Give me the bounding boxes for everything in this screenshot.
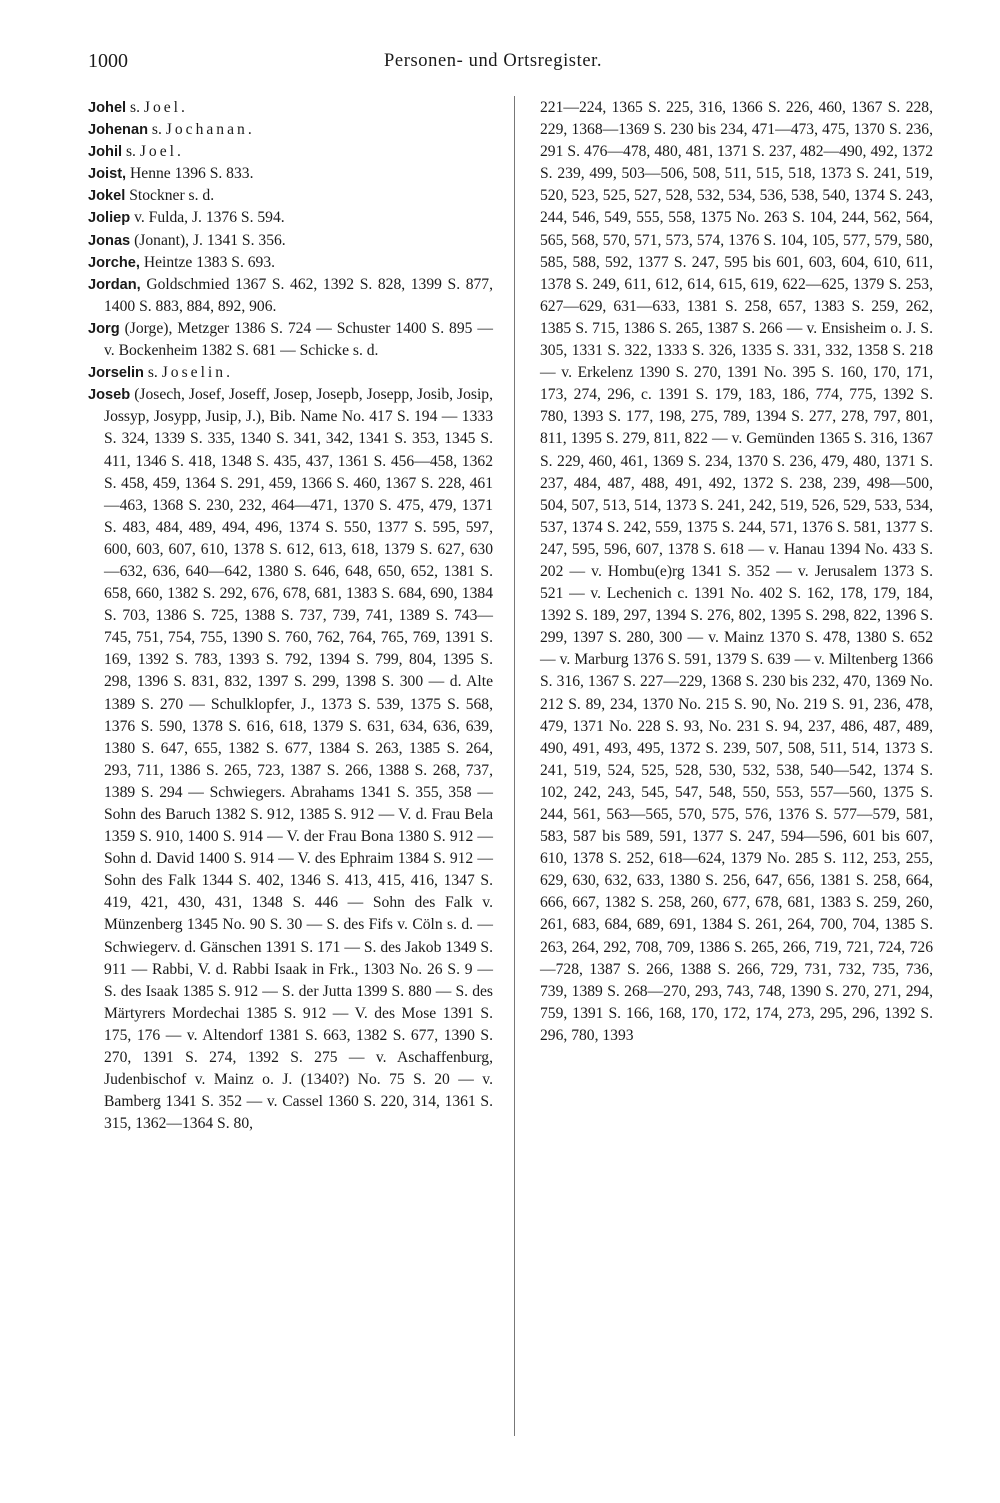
index-entry [88,97,493,119]
index-entry [88,318,493,362]
entry-headword: Jorche, [88,254,140,271]
entry-headword: Jordan, [88,276,141,293]
left-column [88,97,493,1135]
entry-text: s. [126,99,144,116]
entry-headword: Jonas [88,232,131,249]
entry-text: Henne 1396 S. 833. [126,165,254,183]
entry-headword: Johil [88,144,123,161]
entry-text: s. [148,121,166,139]
column-divider [514,96,515,1436]
entry-text: (Josech, Josef, Joseff, Josep, Josepb, Josepp, Josib, Josip, Jossyp, Josypp, Jusip, J.), Bib. Name No. 417 S. 194 — 1333 S. 324, 1339 S. 335, 1340 S. 341, 342, 1341 S. 353, 1345 S. 411, 1346 S. 418, 1348 S. 435, 437, 1361 S. 456—458, 1362 S. 458, 459, 1364 S. 291, 459, 1366 S. 460, 1367 S. 228, 461—463, 1368 S. 230, 232, 464—471, 1370 S. 475, 479, 1371 S. 483, 484, 489, 494, 496, 1374 S. 550, 1377 S. 595, 597, 600, 603, 607, 610, 1378 S. 612, 613, 618, 1379 S. 627, 630—632, 636, 640—642, 1380 S. 646, 648, 650, 652, 1381 S. 658, 660, 1382 S. 292, 676, 678, 681, 1383 S. 684, 690, 1384 S. 703, 1386 S. 725, 1388 S. 737, 739, 741, 1389 S. 743—745, 751, 754, 755, 1390 S. 760, 762, 764, 765, 769, 1391 S. 169, 1392 S. 783, 1393 S. 792, 1394 S. 799, 804, 1395 S. 298, 1396 S. 831, 832, 1397 S. 299, 1398 S. 300 — d. Alte 1389 S. 270 — Schulklopfer, J., 1373 S. 539, 1375 S. 568, 1376 S. 590, 1378 S. 616, 618, 1379 S. 631, 634, 636, 639, 1380 S. 647, 655, 1382 S. 677, 1384 S. 263, 1385 S. 264, 293, 711, 1386 S. 265, 723, 1387 S. 266, 1388 S. 268, 737, 1389 S. 294 — Schwiegers. Abrahams 1341 S. 355, 358 — Sohn des Baruch 1382 S. 912, 1385 S. 912 — V. d. Frau Bela 1359 S. 910, 1400 S. 914 — V. der Frau Bona 1380 S. 912 — Sohn d. David 1400 S. 914 — V. des Ephraim 1384 S. 912 — Sohn des Falk 1344 S. 402, 1346 S. 413, 415, 416, 1347 S. 419, 421, 430, 431, 1348 S. 446 — Sohn des Falk v. Münzenberg 1345 No. 90 S. 30 — S. des Fifs v. Cöln s. d. — Schwiegerv. d. Gänschen 1391 S. 171 — S. des Jakob 1349 S. 911 — Rabbi, V. d. Rabbi Isaak in Frk., 1303 No. 26 S. 9 — S. des Isaak 1385 S. 912 — S. der Jutta 1399 S. 880 — S. des Märtyrers Mordechai 1385 S. 912 — V. des Mose 1391 S. 175, 176 — v. Altendorf 1381 S. 663, 1382 S. 677, 1390 S. 270, 1391 S. 274, 1392 S. 275 — v. Aschaffenburg, Judenbischof v. Mainz o. J. (1340?) No. 75 S. 20 — v. Bamberg 1341 S. 352 — v. Cassel 1360 S. 220, 314, 1361 S. 315, 1362—1364 S. 80, [104,386,493,1133]
entry-headword: Joseb [88,387,131,404]
entry-text: s. [143,364,162,382]
continued-entry-text: 221—224, 1365 S. 225, 316, 1366 S. 226, 460, 1367 S. 228, 229, 1368—1369 S. 230 bis 234, 471—473, 475, 1370 S. 236, 291 S. 476—478, 480, 481, 1371 S. 237, 482—490, 492, 1372 S. 239, 499, 503—506, 508, 511, 515, 518, 1373 S. 241, 519, 520, 523, 525, 527, 528, 532, 534, 536, 538, 540, 1374 S. 243, 244, 546, 549, 555, 558, 1375 No. 263 S. 104, 244, 562, 564, 565, 568, 570, 571, 573, 574, 1376 S. 104, 105, 577, 579, 580, 585, 588, 592, 1377 S. 247, 595 bis 601, 603, 604, 610, 611, 1378 S. 249, 611, 612, 614, 615, 619, 622—625, 1379 S. 253, 627—629, 631—633, 1381 S. 258, 657, 1383 S. 259, 262, 1385 S. 715, 1386 S. 265, 1387 S. 266 — v. Ensisheim o. J. S. 305, 1331 S. 322, 1333 S. 326, 1335 S. 331, 332, 1358 S. 218 — v. Erkelenz 1390 S. 270, 1391 No. 395 S. 160, 170, 171, 173, 274, 296, c. 1391 S. 179, 183, 186, 774, 775, 1392 S. 780, 1393 S. 177, 198, 275, 789, 1394 S. 277, 278, 797, 801, 811, 1395 S. 279, 811, 822 — v. Gemünden 1365 S. 316, 1367 S. 229, 460, 461, 1369 S. 234, 1370 S. 236, 479, 480, 1371 S. 237, 484, 487, 488, 491, 492, 1372 S. 238, 239, 498—500, 504, 507, 513, 514, 1373 S. 241, 242, 519, 526, 529, 533, 534, 537, 1374 S. 242, 559, 1375 S. 244, 571, 1376 S. 581, 1377 S. 247, 595, 596, 607, 1378 S. 618 — v. Hanau 1394 No. 433 S. 202 — v. Hombu(e)rg 1341 S. 352 — v. Jerusalem 1373 S. 521 — v. Lechenich c. 1391 No. 402 S. 162, 178, 179, 184, 1392 S. 189, 297, 1394 S. 276, 802, 1395 S. 298, 822, 1396 S. 299, 1397 S. 280, 300 — v. Mainz 1370 S. 478, 1380 S. 652 — v. Marburg 1376 S. 591, 1379 S. 639 — v. Miltenberg 1366 S. 316, 1367 S. 227—229, 1368 S. 230 bis 232, 470, 1369 No. 212 S. 89, 234, 1370 No. 215 S. 90, No. 219 S. 91, 236, 478, 479, 1371 No. 228 S. 93, No. 231 S. 94, 237, 486, 487, 489, 490, 491, 493, 495, 1372 S. 239, 507, 508, 511, 514, 1373 S. 241, 519, 524, 525, 528, 530, 532, 538, 540—542, 1374 S. 102, 242, 243, 545, 547, 548, 550, 553, 557—560, 1375 S. 244, 561, 563—565, 570, 575, 576, 1376 S. 577—579, 581, 583, 587 bis 589, 591, 1377 S. 247, 594—596, 601 bis 607, 610, 1378 S. 252, 618—624, 1379 No. 285 S. 112, 253, 255, 629, 630, 632, 633, 1380 S. 256, 647, 656, 1381 S. 258, 664, 666, 667, 1382 S. 258, 260, 677, 678, 681, 1383 S. 259, 260, 261, 683, 684, 689, 691, 1384 S. 261, 264, 700, 704, 1385 S. 263, 264, 292, 708, 709, 1386 S. 265, 266, 719, 721, 724, 726—728, 1387 S. 266, 1388 S. 266, 729, 731, 732, 735, 736, 739, 1389 S. 268—270, 293, 743, 748, 1390 S. 270, 271, 294, 759, 1391 S. 166, 168, 170, 172, 174, 273, 295, 296, 1392 S. 296, 780, 1393 [540,99,933,1044]
entry-text: . [247,121,252,139]
index-entry [88,252,493,274]
index-entry [88,362,493,384]
index-entry [88,119,493,141]
entry-headword: Joist, [88,166,127,183]
index-entry [88,274,493,318]
entry-text: . [181,99,185,116]
entry-reference: Jochanan [165,121,248,139]
entry-reference: Joselin [161,364,227,382]
entry-text: . [226,364,230,382]
index-entry [88,207,493,229]
entry-text: Heintze 1383 S. 693. [139,253,276,271]
entry-text: s. [122,143,140,161]
entry-headword: Jorg [88,320,120,337]
entry-text: (Jorge), Metzger 1386 S. 724 — Schuster 1400 S. 895 — v. Bockenheim 1382 S. 681 — Schicke s. d. [104,319,493,360]
index-entry [88,141,493,163]
index-entry [88,384,493,1135]
entry-headword: Johel [88,100,127,116]
running-title: Personen- und Ortsregister. [384,51,603,71]
index-entry [88,230,493,252]
entry-reference: Joel [143,99,182,116]
entry-text: Goldschmied 1367 S. 462, 1392 S. 828, 1399 S. 877, 1400 S. 883, 884, 892, 906. [104,275,493,315]
page-header [88,50,933,78]
entry-text: (Jonant), J. 1341 S. 356. [130,231,286,249]
entry-headword: Johenan [88,122,149,139]
entry-headword: Jorselin [88,365,144,382]
entry-text: v. Fulda, J. 1376 S. 594. [130,209,285,227]
entry-text: . [176,143,181,161]
page-number: 1000 [88,50,128,72]
entry-headword: Joliep [88,210,131,227]
entry-headword: Jokel [88,188,126,205]
index-entry [88,163,493,185]
right-column [540,97,933,1047]
index-entry [88,185,493,207]
entry-reference: Joel [139,143,177,161]
entry-text: Stockner s. d. [125,187,215,205]
